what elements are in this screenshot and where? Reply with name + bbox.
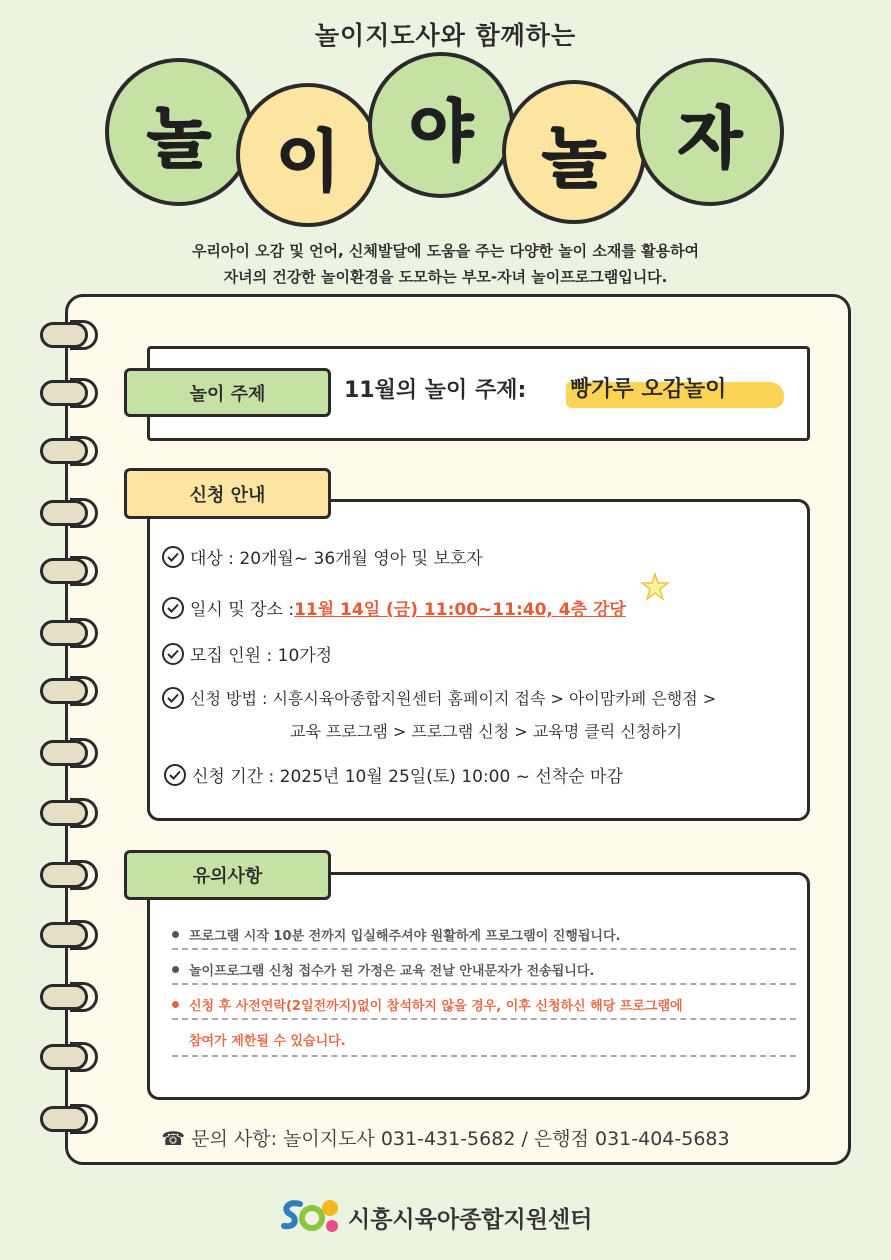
note-item-1	[172, 925, 620, 944]
spiral-ring	[40, 438, 98, 464]
footer-org-name: 시흥시육아종합지원센터	[348, 1206, 593, 1233]
spiral-ring	[40, 984, 98, 1010]
note-item-2	[172, 960, 594, 979]
spiral-ring	[40, 922, 98, 948]
application-tag: 신청 안내	[124, 468, 331, 519]
application-schedule	[162, 595, 626, 620]
check-icon	[164, 764, 186, 786]
note-divider	[172, 1055, 796, 1057]
title-circle-2	[236, 83, 380, 227]
spiral-ring	[40, 1044, 98, 1070]
check-icon	[162, 643, 184, 665]
title-circle-5	[636, 58, 784, 206]
schedule-value: 11월 14일 (금) 11:00~11:40, 4층 강당	[294, 600, 626, 620]
bullet-icon	[172, 1001, 179, 1008]
title-circle-3	[368, 52, 514, 198]
theme-tag: 놀이 주제	[124, 368, 331, 417]
intro-line-1: 우리아이 오감 및 언어, 신체발달에 도움을 주는 다양한 놀이 소재를 활용하여	[191, 242, 700, 260]
spiral-ring	[40, 322, 98, 348]
bullet-icon	[172, 931, 179, 938]
application-target	[162, 544, 483, 569]
application-period	[164, 762, 623, 787]
check-icon	[162, 687, 184, 709]
spiral-ring	[40, 500, 98, 526]
bullet-icon	[172, 966, 179, 973]
theme-prefix: 11월의 놀이 주제:	[344, 378, 527, 403]
spiral-ring	[40, 862, 98, 888]
theme-value: 빵가루 오감놀이	[570, 377, 727, 402]
check-icon	[162, 597, 184, 619]
spiral-ring	[40, 558, 98, 584]
note-divider	[172, 948, 796, 950]
note-text-1: 프로그램 시작 10분 전까지 입실해주셔야 원활하게 프로그램이 진행됩니다.	[189, 929, 621, 944]
spiral-ring	[40, 800, 98, 826]
title-char-3: 야	[409, 92, 473, 170]
title-char-4: 놀	[542, 119, 606, 197]
spiral-ring	[40, 678, 98, 704]
star-icon	[640, 572, 670, 602]
intro-line-2: 자녀의 건강한 놀이환경을 도모하는 부모-자녀 놀이프로그램입니다.	[223, 268, 668, 286]
notes-box	[147, 872, 810, 1100]
method-line-1: 신청 방법 : 시흥시육아종합지원센터 홈페이지 접속 > 아이맘카페 은행점 >	[190, 689, 717, 708]
note-divider	[172, 983, 796, 985]
method-line-2: 교육 프로그램 > 프로그램 신청 > 교육명 클릭 신청하기	[290, 722, 683, 741]
intro-text	[0, 238, 891, 290]
title-char-2: 이	[276, 122, 340, 200]
schedule-label: 일시 및 장소 :	[190, 600, 295, 620]
note-item-3	[172, 995, 683, 1014]
note-text-4: 참여가 제한될 수 있습니다.	[189, 1034, 346, 1049]
notes-tag: 유의사항	[124, 850, 331, 900]
header-subtitle: 놀이지도사와 함께하는	[314, 21, 577, 50]
footer-org	[278, 1196, 592, 1238]
spiral-ring	[40, 620, 98, 646]
title-char-5: 자	[678, 99, 742, 177]
note-text-3: 신청 후 사전연락(2일전까지)없이 참석하지 않을 경우, 이후 신청하신 해당 프로그램에	[189, 999, 683, 1014]
sce-logo-icon	[278, 1196, 340, 1238]
period-text: 신청 기간 : 2025년 10월 25일(토) 10:00 ~ 선착순 마감	[192, 767, 623, 787]
spiral-ring	[40, 380, 98, 406]
note-item-3-cont	[189, 1030, 346, 1049]
application-method	[162, 686, 716, 709]
spiral-ring	[40, 740, 98, 766]
target-text: 대상 : 20개월~ 36개월 영아 및 보호자	[190, 549, 483, 569]
note-divider	[172, 1018, 796, 1020]
application-capacity	[162, 641, 332, 666]
note-text-2: 놀이프로그램 신청 접수가 된 가정은 교육 전날 안내문자가 전송됩니다.	[189, 964, 595, 979]
title-circle-4	[502, 80, 646, 224]
capacity-text: 모집 인원 : 10가정	[190, 646, 333, 666]
contact-info: ☎ 문의 사항: 놀이지도사 031-431-5682 / 은행점 031-404-5683	[161, 1128, 730, 1150]
check-icon	[162, 546, 184, 568]
title-circle-1	[105, 58, 253, 206]
title-char-1: 놀	[147, 99, 211, 177]
